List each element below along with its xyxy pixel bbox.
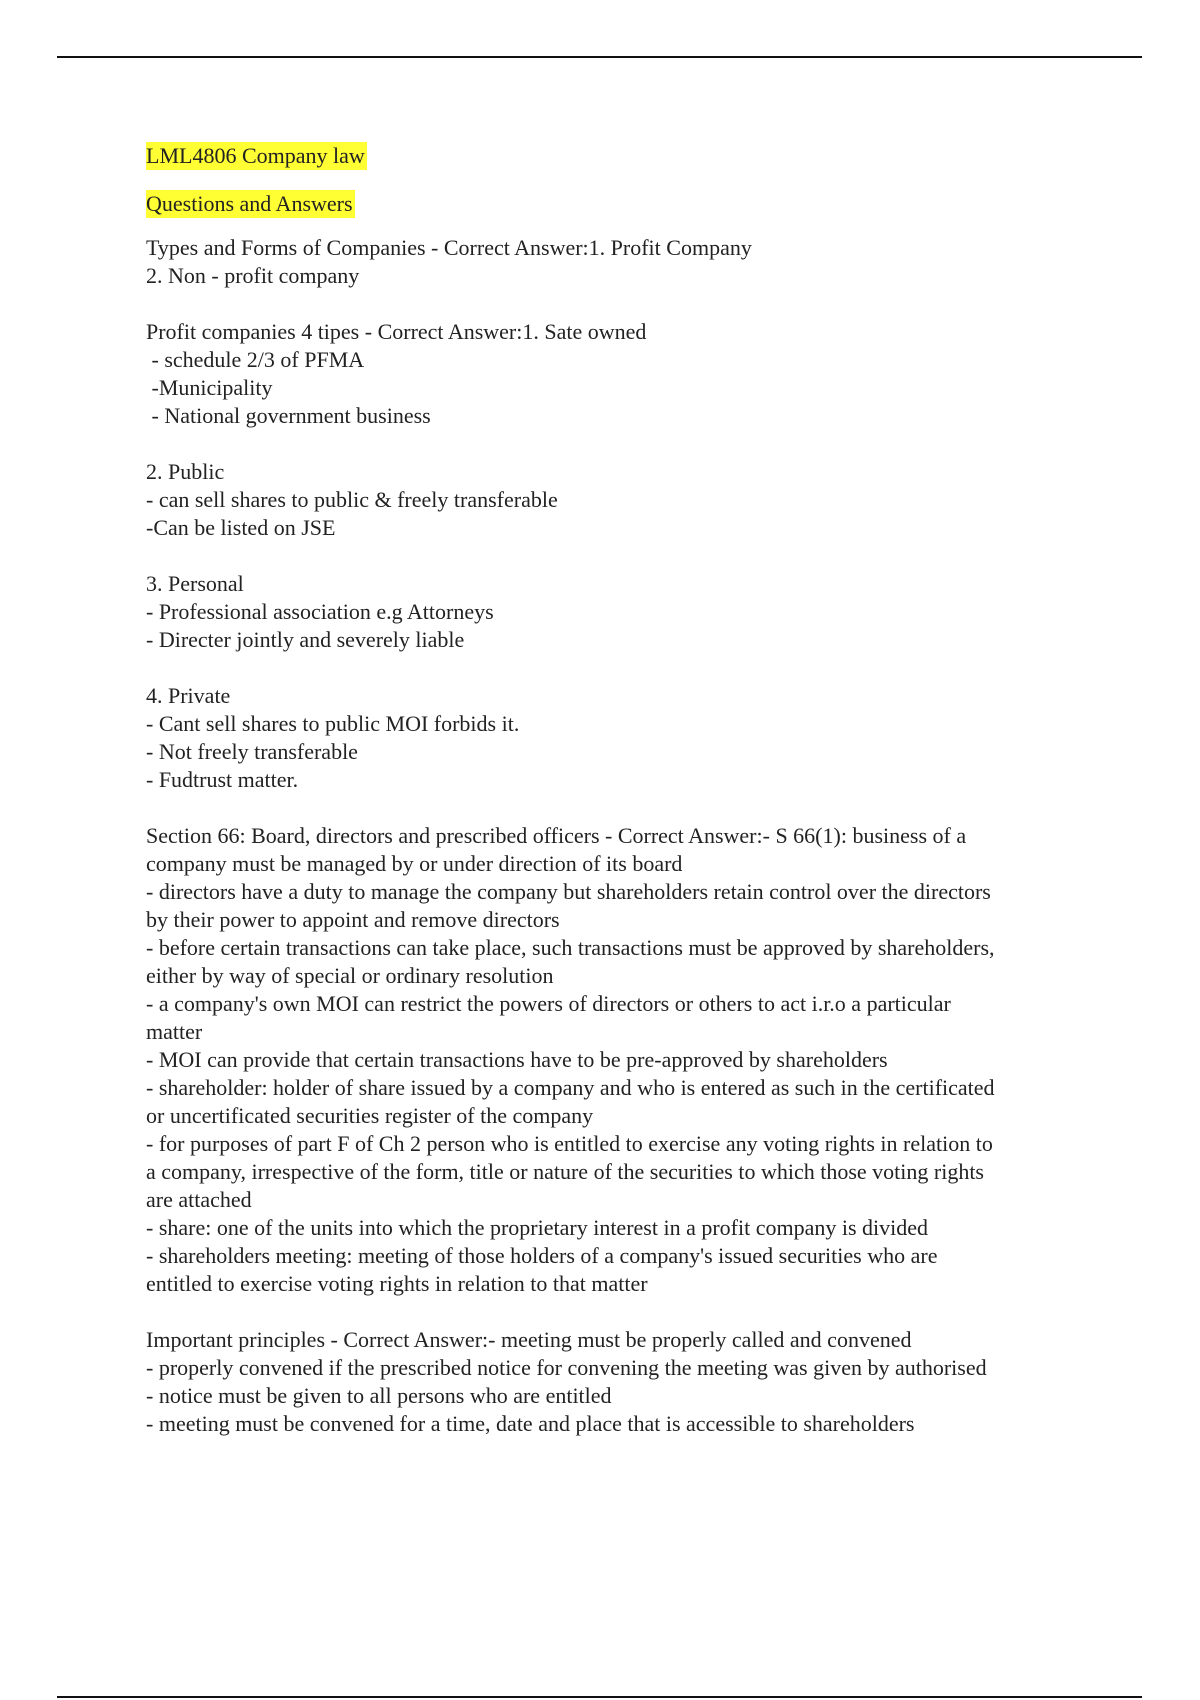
qa-item xyxy=(146,822,1086,1298)
qa-line: or uncertificated securities register of the company xyxy=(146,1103,594,1128)
subtitle-line xyxy=(146,190,1086,220)
qa-line: company must be managed by or under direction of its board xyxy=(146,851,683,876)
qa-line: - Fudtrust matter. xyxy=(146,767,299,792)
top-rule xyxy=(57,56,1142,58)
qa-line: 3. Personal xyxy=(146,571,244,596)
qa-line: - a company's own MOI can restrict the powers of directors or others to act i.r.o a particular xyxy=(146,991,951,1016)
qa-line: - before certain transactions can take place, such transactions must be approved by shareholders, xyxy=(146,935,995,960)
qa-item xyxy=(146,234,1086,290)
qa-line: - properly convened if the prescribed notice for convening the meeting was given by authorised xyxy=(146,1355,987,1380)
qa-item xyxy=(146,318,1086,794)
qa-line: - Not freely transferable xyxy=(146,739,358,764)
qa-line: 2. Public xyxy=(146,459,225,484)
qa-line: - can sell shares to public & freely transferable xyxy=(146,487,558,512)
qa-line: 2. Non - profit company xyxy=(146,263,360,288)
qa-line: - notice must be given to all persons who are entitled xyxy=(146,1383,612,1408)
qa-line: - National government business xyxy=(146,403,431,428)
qa-line: -Can be listed on JSE xyxy=(146,515,336,540)
qa-line: are attached xyxy=(146,1187,252,1212)
qa-line: Profit companies 4 tipes - Correct Answer:1. Sate owned xyxy=(146,319,647,344)
document-subtitle: Questions and Answers xyxy=(146,191,353,216)
document-title: LML4806 Company law xyxy=(146,143,365,168)
qa-line: - Cant sell shares to public MOI forbids it. xyxy=(146,711,520,736)
title-line xyxy=(146,142,1086,172)
qa-line: - Professional association e.g Attorneys xyxy=(146,599,494,624)
qa-line: - directors have a duty to manage the company but shareholders retain control over the directors xyxy=(146,879,991,904)
qa-line: - share: one of the units into which the proprietary interest in a profit company is divided xyxy=(146,1215,929,1240)
paragraph-gap xyxy=(146,430,1086,458)
qa-line: 4. Private xyxy=(146,683,231,708)
paragraph-gap xyxy=(146,654,1086,682)
qa-line: either by way of special or ordinary resolution xyxy=(146,963,554,988)
qa-line: Section 66: Board, directors and prescribed officers - Correct Answer:- S 66(1): business of a xyxy=(146,823,967,848)
qa-line: -Municipality xyxy=(146,375,273,400)
qa-line: entitled to exercise voting rights in relation to that matter xyxy=(146,1271,648,1296)
qa-line: matter xyxy=(146,1019,203,1044)
bottom-rule xyxy=(57,1696,1142,1698)
qa-line: - for purposes of part F of Ch 2 person who is entitled to exercise any voting rights in relation to xyxy=(146,1131,993,1156)
qa-item xyxy=(146,1326,1086,1438)
qa-line: Types and Forms of Companies - Correct Answer:1. Profit Company xyxy=(146,235,752,260)
qa-line: - MOI can provide that certain transactions have to be pre-approved by shareholders xyxy=(146,1047,888,1072)
paragraph-gap xyxy=(146,542,1086,570)
qa-line: - shareholders meeting: meeting of those holders of a company's issued securities who are xyxy=(146,1243,938,1268)
qa-line: - meeting must be convened for a time, date and place that is accessible to shareholders xyxy=(146,1411,915,1436)
document-body xyxy=(146,142,1086,1466)
qa-line: Important principles - Correct Answer:- meeting must be properly called and convened xyxy=(146,1327,912,1352)
qa-line: a company, irrespective of the form, title or nature of the securities to which those voting rights xyxy=(146,1159,984,1184)
qa-line: - Directer jointly and severely liable xyxy=(146,627,465,652)
qa-list xyxy=(146,234,1086,1438)
qa-line: - shareholder: holder of share issued by a company and who is entered as such in the certificated xyxy=(146,1075,995,1100)
qa-line: - schedule 2/3 of PFMA xyxy=(146,347,365,372)
qa-line: by their power to appoint and remove directors xyxy=(146,907,560,932)
